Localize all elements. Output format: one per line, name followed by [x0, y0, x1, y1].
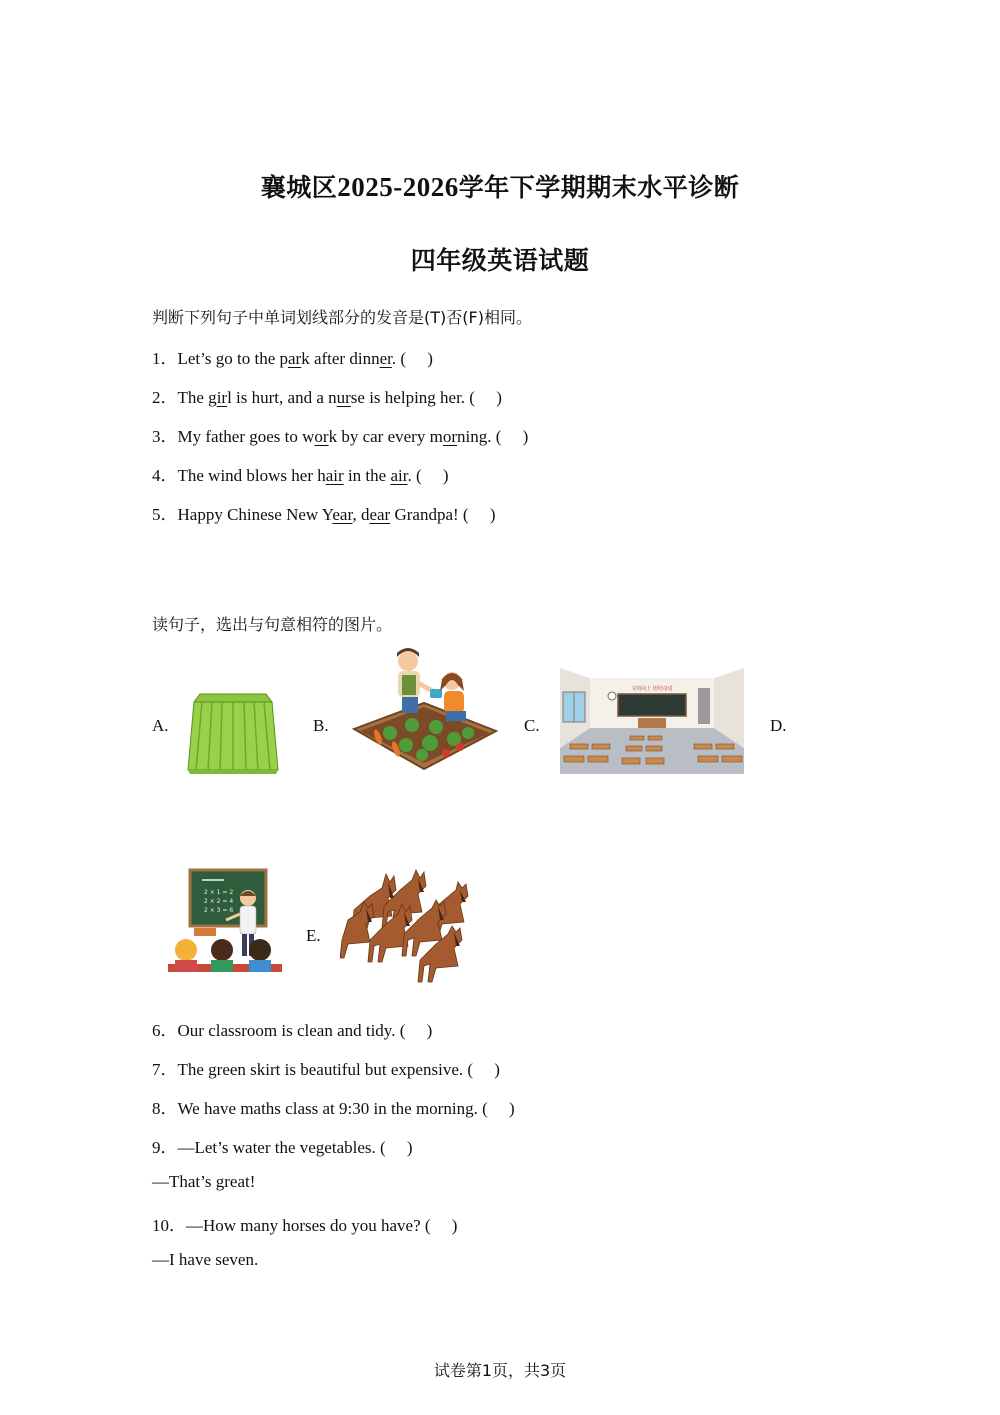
- horses-image: [340, 868, 496, 986]
- gardening-children-image: [350, 645, 498, 775]
- question-3: 3．My father goes to work by car every morning. ( ): [152, 427, 529, 446]
- title-term: 学年下学期期末水平诊断: [458, 173, 740, 202]
- title-year: 2025-2026: [337, 172, 459, 202]
- question-9: 9．—Let’s water the vegetables. ( ): [152, 1138, 413, 1157]
- question-7: 7．The green skirt is beautiful but expensive. ( ): [152, 1060, 500, 1079]
- exam-subtitle: 四年级英语试题: [410, 246, 590, 275]
- section1-instruction: 判断下列句子中单词划线部分的发音是(T)否(F)相同。: [152, 308, 532, 327]
- teacher-students-image: [166, 866, 284, 982]
- option-b-label: B.: [313, 716, 329, 735]
- question-4: 4．The wind blows her hair in the air. ( ): [152, 466, 449, 485]
- board-line-1: 2 × 1 = 2: [204, 889, 234, 896]
- section2-instruction: 读句子，选出与句意相符的图片。: [152, 615, 393, 634]
- option-c-label: C.: [524, 716, 540, 735]
- page-footer: 试卷第1页，共3页: [433, 1361, 567, 1380]
- question-2: 2．The girl is hurt, and a nurse is helping her. ( ): [152, 388, 502, 407]
- board-line-2: 2 × 2 = 4: [204, 898, 234, 905]
- question-10: 10．—How many horses do you have? ( ): [152, 1216, 458, 1235]
- option-a-label: A.: [152, 716, 169, 735]
- question-10-reply: —I have seven.: [152, 1250, 259, 1269]
- board-line-3: 2 × 3 = 6: [204, 907, 234, 914]
- green-skirt-image: [186, 688, 280, 776]
- question-1: 1．Let’s go to the park after dinner. ( ): [152, 349, 433, 368]
- classroom-banner: 文明向上 团结奋进: [631, 686, 673, 692]
- question-8: 8．We have maths class at 9:30 in the morning. ( ): [152, 1099, 515, 1118]
- classroom-image: [560, 668, 744, 774]
- question-6: 6．Our classroom is clean and tidy. ( ): [152, 1021, 433, 1040]
- question-5: 5．Happy Chinese New Year, dear Grandpa! ( ): [152, 505, 496, 524]
- option-e-label: E.: [306, 926, 321, 945]
- option-d-label: D.: [770, 716, 787, 735]
- question-9-reply: —That’s great!: [152, 1172, 256, 1191]
- title-district: 襄城区: [260, 173, 338, 202]
- exam-title: [0, 168, 1000, 204]
